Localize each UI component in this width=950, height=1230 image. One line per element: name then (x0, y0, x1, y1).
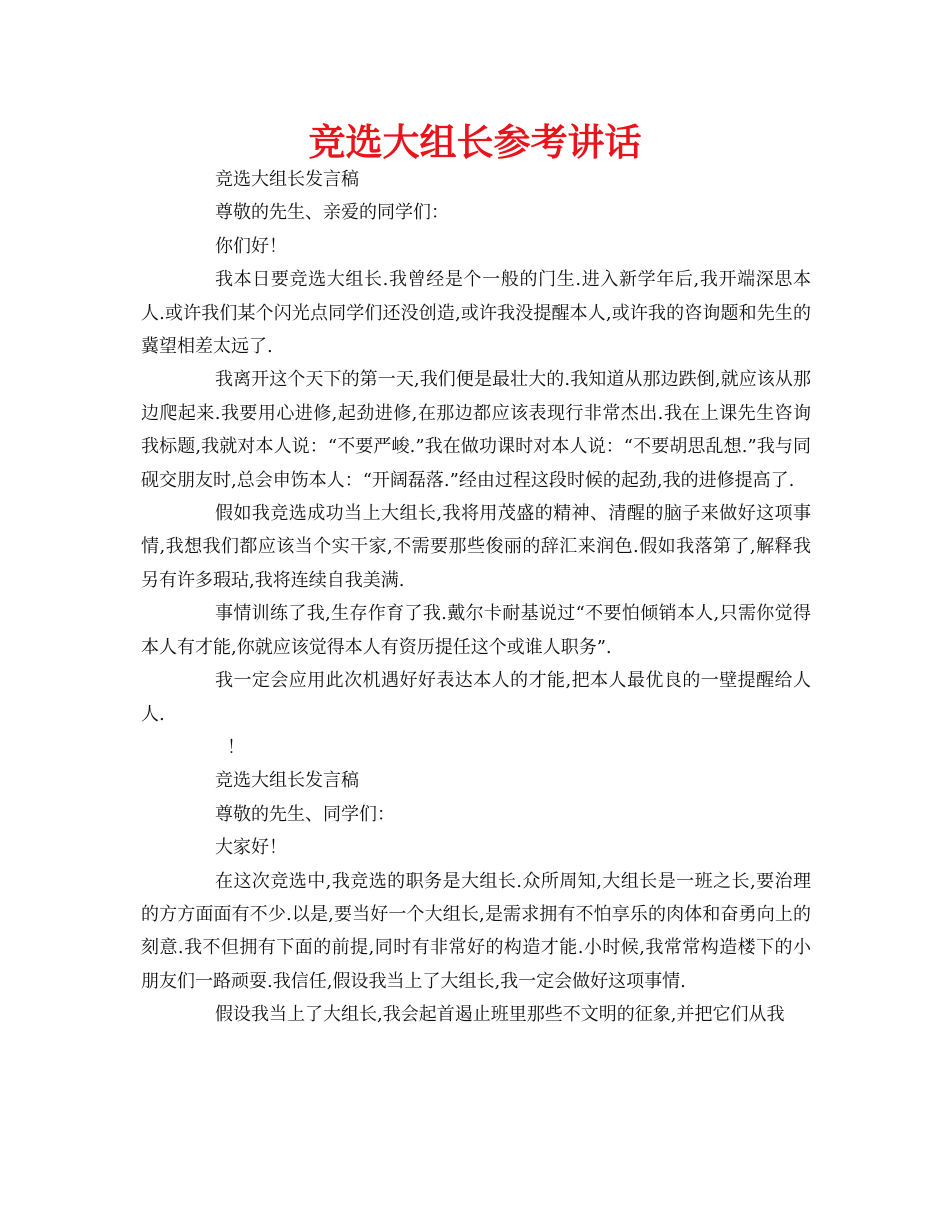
paragraph-greeting-2: 大家好！ (215, 837, 287, 859)
paragraph-salutation-1: 尊敬的先生、亲爱的同学们： (215, 202, 449, 224)
paragraph-body: 我一定会应用此次机遇好好表达本人的才能,把本人最优良的一壁提醒给人人. (141, 670, 811, 725)
paragraph-exclamation: ！ (227, 736, 245, 758)
paragraph-body: 事情训练了我,生存作育了我.戴尔卡耐基说过“不要怕倾销本人,只需你觉得本人有才能,你就应该觉得本人有资历提任这个或谁人职务”. (141, 603, 811, 658)
paragraph-salutation-2: 尊敬的先生、同学们： (215, 803, 395, 825)
paragraph-greeting-1: 你们好！ (215, 235, 287, 257)
paragraph-body: 我离开这个天下的第一天,我们便是最壮大的.我知道从那边跌倒,就应该从那边爬起来.我要用心进修,起劲进修,在那边都应该表现行非常杰出.我在上课先生咨询我标题,我就对本人说：“不要严峻.”我在做功课时对本人说：“不要胡思乱想.”我与同砚交朋友时,总会申饬本人：“开阔磊落.”经由过程这段时候的起劲,我的进修提高了. (141, 369, 811, 491)
document-body (141, 163, 811, 1032)
paragraph-body: 假如我竞选成功当上大组长,我将用茂盛的精神、清醒的脑子来做好这项事情,我想我们都应该当个实干家,不需要那些俊丽的辞汇来润色.假如我落第了,解释我另有许多瑕玷,我将连续自我美满. (141, 503, 811, 591)
paragraph-body: 我本日要竞选大组长.我曾经是个一般的门生.进入新学年后,我开端深思本人.或许我们某个闪光点同学们还没创造,或许我没提醒本人,或许我的咨询题和先生的冀望相差太远了. (141, 269, 811, 358)
paragraph-body: 在这次竞选中,我竞选的职务是大组长.众所周知,大组长是一班之长,要治理的方方面面有不少.以是,要当好一个大组长,是需求拥有不怕享乐的肉体和奋勇向上的刻意.我不但拥有下面的前提,同时有非常好的构造才能.小时候,我常常构造楼下的小朋友们一路顽耍.我信任,假设我当上了大组长,我一定会做好这项事情. (141, 870, 811, 992)
paragraph-speech-heading-2: 竞选大组长发言稿 (215, 770, 359, 792)
paragraph-body: 假设我当上了大组长,我会起首遏止班里那些不文明的征象,并把它们从我 (215, 1004, 785, 1026)
document-title: 竞选大组长参考讲话 (308, 121, 642, 164)
paragraph-speech-heading-1: 竞选大组长发言稿 (215, 169, 359, 190)
